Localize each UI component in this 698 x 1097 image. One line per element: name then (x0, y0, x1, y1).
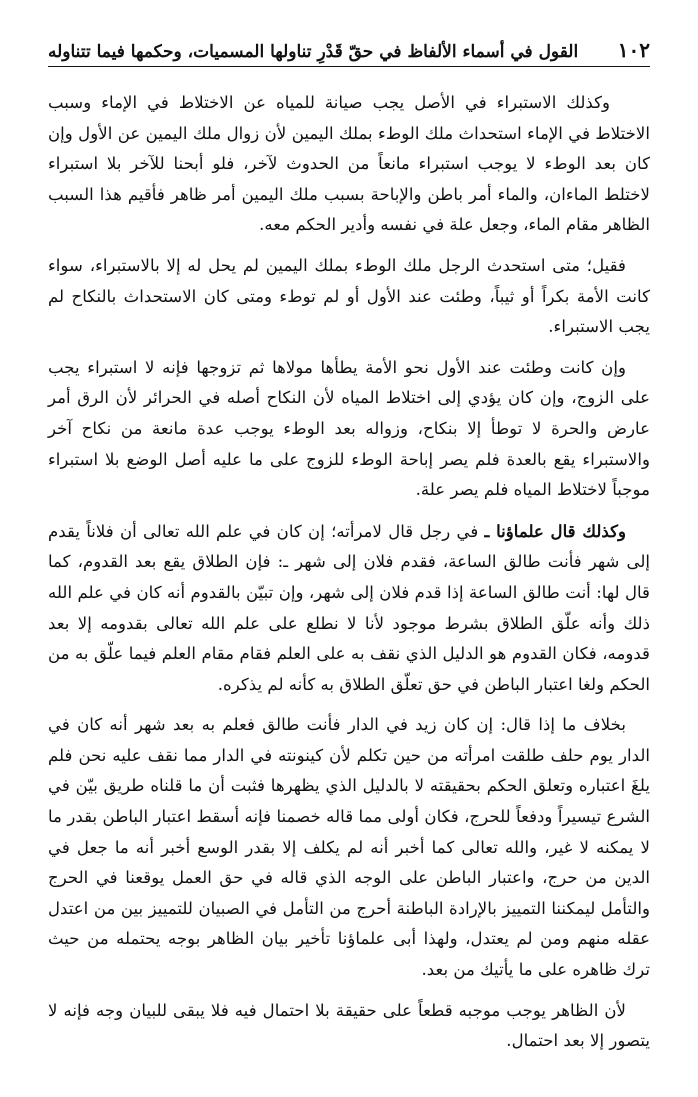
paragraph-lead: وكذلك قال علماؤنا ـ (484, 520, 626, 541)
paragraph-text: في رجل قال لامرأته؛ إن كان في علم الله تعالى أن فلاناً يقدم إلى شهر فأنت طالق الساعة، فقدم فلان إلى شهر ـ: فإن الطلاق يقع بعد القدوم، كما قال لها: أنت طالق الساعة إذا قدم فلان إلى شهر، وإن تبيّن بالقدوم أنه كان في علم الله ذلك وأنه علّق الطلاق بشرط موجود لأنا لا نطلع على علم الله تعالى بقدومه إلا بعد قدومه، فكان القدوم هو الدليل الذي نقف به على العلم فقام مقام العلم فيما علّق به من الحكم ولغا اعتبار الباطن في حق تعلّق الطلاق به كأنه لم يذكره. (48, 521, 650, 694)
page-number: ١٠٢ (617, 38, 650, 62)
paragraph (48, 353, 650, 506)
paragraph-text: بخلاف ما إذا قال: إن كان زيد في الدار فأنت طالق فعلم به بعد شهر أنه كان في الدار يوم حلف طلقت امرأته من حين تكلم لأن كينونته في الدار مما نقف عليه نحن فلم يلغَ اعتباره وتعلق الحكم بحقيقته لا بالدليل الذي يظهرها فثبت أن ما قلناه طريق بيّن في الشرع تيسيراً ودفعاً للحرج، فكان أولى مما قاله خصمنا فإنه أسقط اعتبار الباطن بقدر ما لا يمكنه لا غير، والله تعالى كما أخبر أنه لم يكلف إلا بقدر الوسع أخبر أنه ما جعل في الدين من حرج، واعتبار الباطن على الوجه الذي قاله في حق العمل يوقعنا في الحرج والتأمل ليمكننا التمييز بالإرادة الباطنة أحرج من التأمل في الصبيان للتمييز بين من اعتدل عقله منهم ومن لم يعتدل، ولهذا أبى علماؤنا تأخير بيان الظاهر بوجه يحتمله من حيث ترك ظاهره على ما يأتيك من بعد. (48, 715, 650, 980)
paragraph (48, 88, 650, 241)
running-title: القول في أسماء الألفاظ في حقّ قَدْرِ تناولها المسميات، وحكمها فيما تتناوله (48, 42, 579, 62)
page-body (48, 88, 650, 1067)
paragraph (48, 996, 650, 1057)
paragraph-text: وإن كانت وطئت عند الأول نحو الأمة يطأها مولاها ثم تزوجها فإنه لا استبراء يجب على الزوج، وإن كان يؤدي إلى اختلاط المياه لأن النكاح أصله في الحرائر لأن الرق أمر عارض والحرة لا توطأ إلا بنكاح، وزواله بعد الوطء يوجب عدة مانعة من نكاح آخر والاستبراء يقع بالعدة فلم يصر إباحة الوطء للزوج على ما عليه أصل الوضع بلا استبراء موجباً لاختلاط المياه فلم يصر علة. (48, 357, 650, 500)
paragraph-text: لأن الظاهر يوجب موجبه قطعاً على حقيقة بلا احتمال فيه فلا يبقى للبيان وجه فإنه لا يتصور إلا بعد احتمال. (48, 1000, 650, 1051)
header-rule (48, 66, 650, 67)
paragraph (48, 516, 650, 701)
paragraph-text: فقيل؛ متى استحدث الرجل ملك الوطء بملك اليمين لم يحل له إلا بالاستبراء، سواء كانت الأمة بكراً أو ثيباً، وطئت عند الأول أو لم توطء ومتى كان الاستحداث بالنكاح لم يجب الاستبراء. (48, 255, 650, 337)
paragraph (48, 710, 650, 985)
paragraph-text: وكذلك الاستبراء في الأصل يجب صيانة للمياه عن الاختلاط في الإماء وسبب الاختلاط في الإماء استحداث ملك الوطء بملك اليمين لأن زوال ملك اليمين عن الأول وإن كان بعد الوطء لا يوجب استبراء مانعاً من الحدوث لآخر، فلو أبحنا للآخر بلا استبراء لاختلط الماءان، والماء أمر باطن والإباحة بسبب ملك اليمين أمر ظاهر فأقيم هذا السبب الظاهر مقام الماء، وجعل علة في نفسه وأدير الحكم معه. (48, 93, 650, 235)
paragraph (48, 251, 650, 343)
running-header (48, 38, 650, 64)
